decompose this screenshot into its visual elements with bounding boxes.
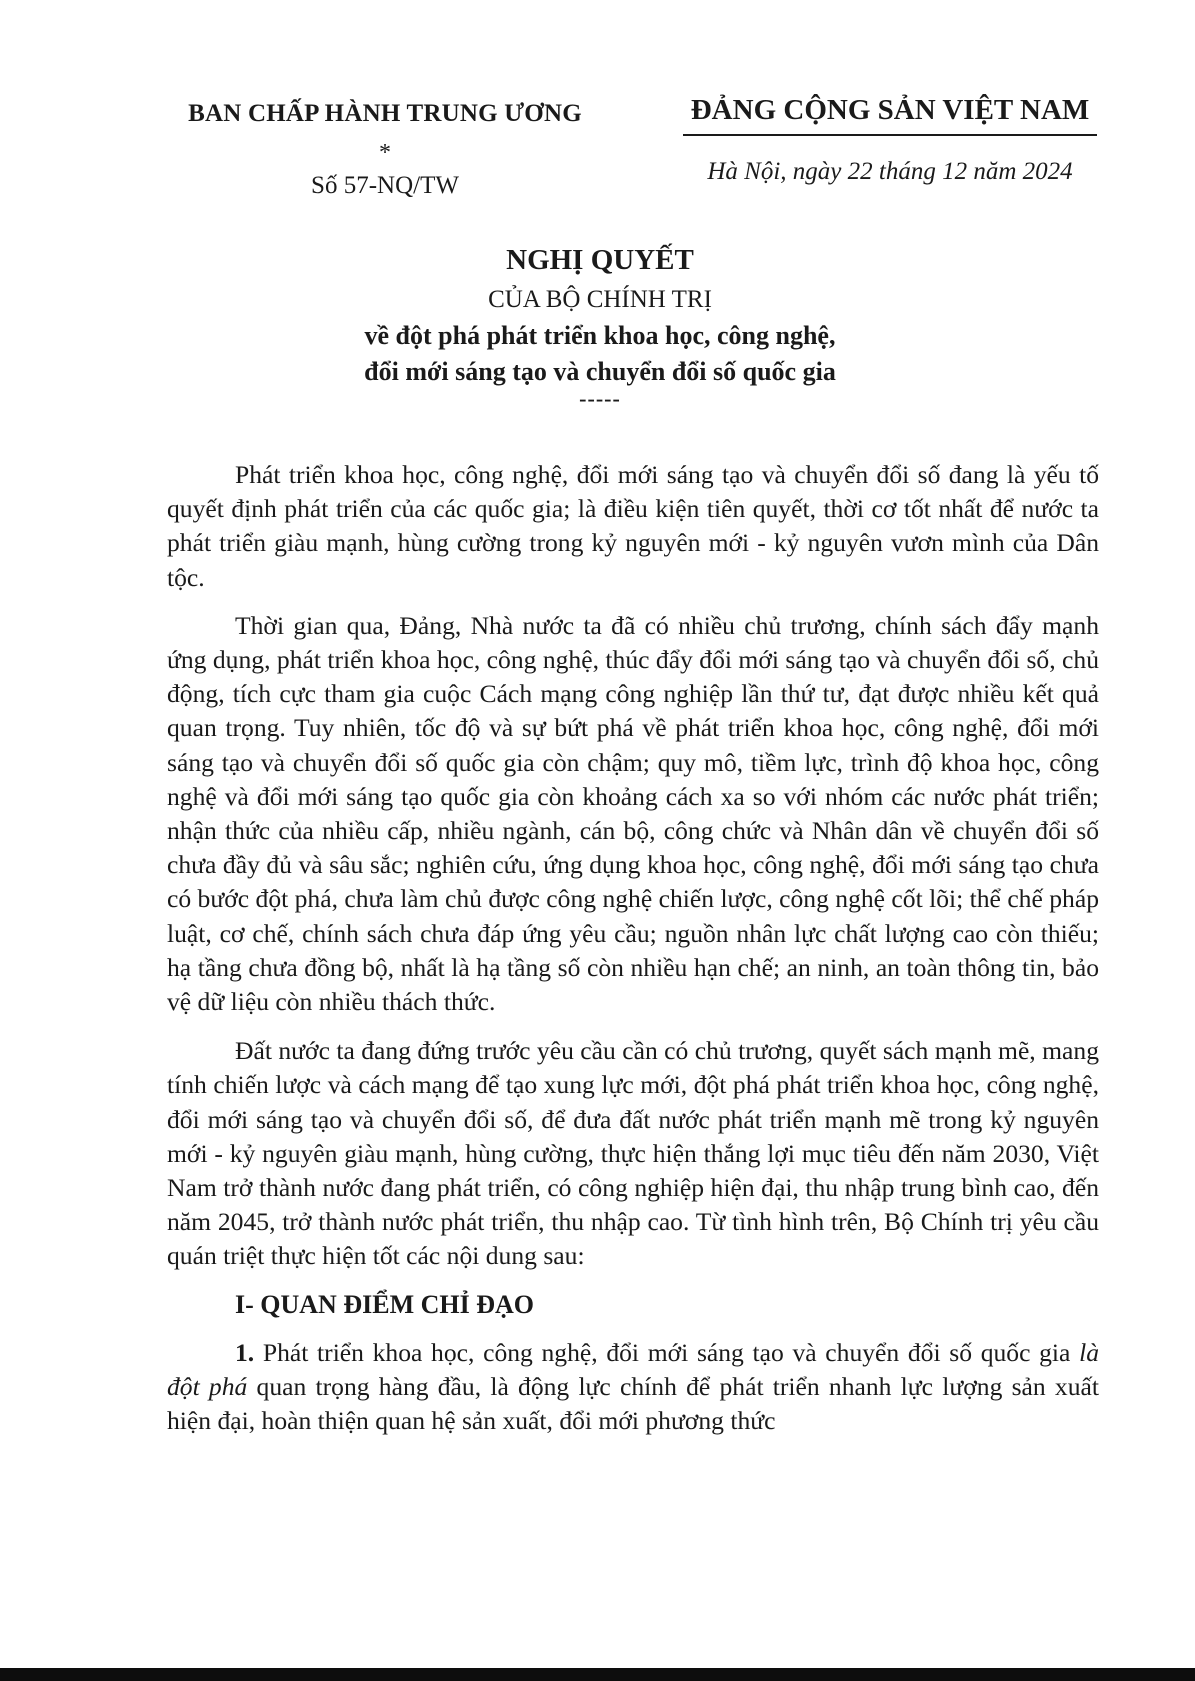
document-title: NGHỊ QUYẾT: [506, 244, 694, 276]
paragraph-requirement: Đất nước ta đang đứng trước yêu cầu cần có chủ trương, quyết sách mạnh mẽ, mang tính chiến lược và cách mạng để tạo xung lực mới, đột phá phát triển khoa học, công nghệ, đổi mới sáng tạo và chuyển đổi số, để đưa đất nước phát triển mạnh mẽ trong kỷ nguyên mới - kỷ nguyên giàu mạnh, hùng cường, thực hiện thắng lợi mục tiêu đến năm 2030, Việt Nam trở thành nước đang phát triển, có công nghiệp hiện đại, thu nhập trung bình cao, đến năm 2045, trở thành nước phát triển, thu nhập cao. Từ tình hình trên, Bộ Chính trị yêu cầu quán triệt thực hiện tốt các nội dung sau:: [167, 1036, 1099, 1271]
document-issuer: CỦA BỘ CHÍNH TRỊ: [488, 286, 712, 313]
topic-line-1: về đột phá phát triển khoa học, công nghệ,: [364, 321, 836, 350]
item-text-a: Phát triển khoa học, công nghệ, đổi mới sáng tạo và chuyển đổi số quốc gia: [254, 1337, 1080, 1367]
item-number: 1.: [235, 1337, 255, 1367]
item-text-b: quan trọng hàng đầu, là động lực chính để phát triển nhanh lực lượng sản xuất hiện đại, hoàn thiện quan hệ sản xuất, đổi mới phương thức: [167, 1371, 1099, 1436]
document-topic: [80, 318, 1120, 390]
star-mark: *: [379, 140, 391, 166]
party-name: ĐẢNG CỘNG SẢN VIỆT NAM: [690, 94, 1090, 126]
issue-date: Hà Nội, ngày 22 tháng 12 năm 2024: [707, 158, 1073, 185]
scan-edge: [0, 1668, 1195, 1681]
document-body: [167, 458, 1099, 1438]
item-emphasis: là đột phá: [167, 1337, 1099, 1401]
section-heading: I- QUAN ĐIỂM CHỈ ĐẠO: [235, 1289, 534, 1319]
paragraph-intro: Phát triển khoa học, công nghệ, đổi mới sáng tạo và chuyển đổi số đang là yếu tố quyết định phát triển của các quốc gia; là điều kiện tiên quyết, thời cơ tốt nhất để nước ta phát triển giàu mạnh, hùng cường trong kỷ nguyên mới - kỷ nguyên vươn mình của Dân tộc.: [167, 460, 1099, 592]
party-name-underline: [683, 134, 1097, 136]
paragraph-item-1: [167, 1336, 1099, 1439]
topic-line-2: đổi mới sáng tạo và chuyển đổi số quốc gia: [364, 357, 836, 386]
paragraph-situation: Thời gian qua, Đảng, Nhà nước ta đã có nhiều chủ trương, chính sách đẩy mạnh ứng dụng, phát triển khoa học, công nghệ, thúc đẩy đổi mới sáng tạo và chuyển đổi số, chủ động, tích cực tham gia cuộc Cách mạng công nghiệp lần thứ tư, đạt được nhiều kết quả quan trọng. Tuy nhiên, tốc độ và sự bứt phá về phát triển khoa học, công nghệ, đổi mới sáng tạo và chuyển đổi số quốc gia còn chậm; quy mô, tiềm lực, trình độ khoa học, công nghệ và đổi mới sáng tạo quốc gia còn khoảng cách xa so với nhóm các nước phát triển; nhận thức của nhiều cấp, nhiều ngành, cán bộ, công chức và Nhân dân về chuyển đổi số chưa đầy đủ và sâu sắc; nghiên cứu, ứng dụng khoa học, công nghệ, đổi mới sáng tạo chưa có bước đột phá, chưa làm chủ được công nghệ chiến lược, công nghệ cốt lõi; thể chế pháp luật, cơ chế, chính sách chưa đáp ứng yêu cầu; nguồn nhân lực chất lượng cao còn thiếu; hạ tầng chưa đồng bộ, nhất là hạ tầng số còn nhiều hạn chế; an ninh, an toàn thông tin, bảo vệ dữ liệu còn nhiều thách thức.: [167, 610, 1099, 1017]
issuing-body: BAN CHẤP HÀNH TRUNG ƯƠNG: [188, 100, 582, 127]
title-separator: -----: [579, 386, 621, 411]
document-number: Số 57-NQ/TW: [311, 172, 459, 199]
